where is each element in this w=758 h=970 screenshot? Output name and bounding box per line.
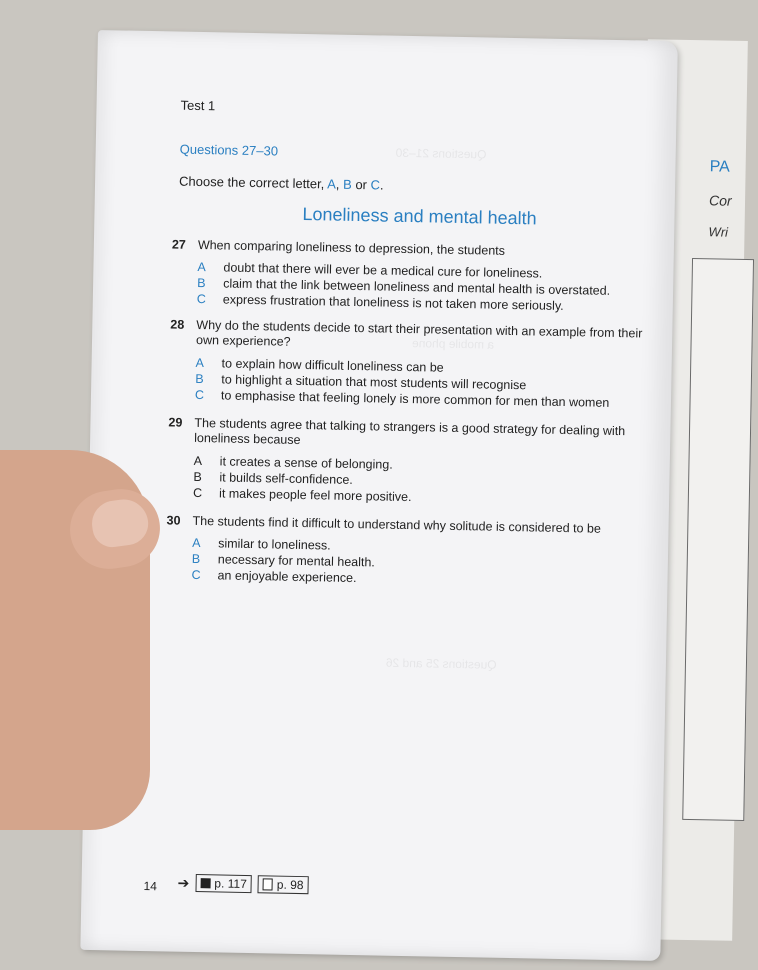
instruction-letter-a: A [327,176,337,192]
back-page-line-fragment: Cor [708,192,732,209]
option-text: to emphasise that feeling lonely is more common for men than women [220,388,610,410]
instruction-text: Choose the correct letter, [178,173,328,192]
option-b [192,552,375,570]
instruction-letter-c: C [370,177,381,193]
question-text: Why do the students decide to start their presentation with an example from their own experience? [195,317,643,349]
option-c [191,568,356,585]
option-letter: A [197,259,206,275]
instruction-letter-b: B [342,176,352,192]
option-text: doubt that there will ever be a medical cure for loneliness. [223,260,543,281]
script-reference [258,875,309,894]
option-letter: B [191,551,201,567]
book-page [80,30,678,961]
option-letter: B [197,275,206,291]
question-27 [171,237,672,313]
page-number: 14 [143,879,158,894]
option-letter: C [191,567,201,583]
option-text: to highlight a situation that most students will recognise [221,372,527,393]
question-number: 28 [170,317,185,332]
arrow-right-icon: ➔ [177,874,190,891]
option-text: express frustration that loneliness is not taken more seriously. [222,292,564,313]
option-a [194,454,393,472]
option-text: to explain how difficult loneliness can be [221,356,444,375]
option-a [192,536,331,553]
option-letter: B [195,371,204,387]
back-page-heading-fragment: PA [709,158,730,176]
option-text: an enjoyable experience. [217,568,357,586]
play-icon [200,878,210,888]
script-reference-page: p. 98 [276,877,304,893]
question-number: 27 [171,237,186,252]
question-29 [168,415,669,505]
option-letter: C [192,485,203,501]
option-b [193,470,353,487]
option-c [195,388,610,410]
test-label: Test 1 [180,97,216,114]
question-text: The students find it difficult to understand why solitude is considered to be [192,513,601,536]
audio-reference [195,874,252,893]
option-c [193,486,412,504]
footer-references [177,874,308,895]
option-text: claim that the link between loneliness and mental health is overstated. [223,276,611,298]
show-through-text: Questions 21–30 [395,145,487,162]
instruction-comma: , [335,176,344,192]
question-text: When comparing loneliness to depression, the students [197,237,506,258]
back-page-line-fragment-2: Wri [708,224,729,240]
back-page-box [682,258,754,821]
instruction-period: . [379,177,384,193]
option-text: necessary for mental health. [217,552,375,570]
option-letter: C [196,291,207,307]
show-through-text: Questions 25 and 26 [385,655,497,672]
instruction-or: or [351,176,371,193]
document-icon [263,878,273,890]
show-through-text: a mobile phone [411,336,495,352]
question-30 [166,513,667,586]
section-title: Loneliness and mental health [302,203,537,229]
audio-reference-page: p. 117 [214,876,247,892]
option-letter: B [193,469,202,485]
option-letter: A [192,535,201,551]
option-text: similar to loneliness. [218,536,331,553]
option-text: it makes people feel more positive. [218,486,412,505]
instruction [179,174,384,193]
question-number: 30 [166,513,181,528]
questions-range: Questions 27–30 [179,141,279,159]
option-text: it creates a sense of belonging. [219,454,393,472]
question-text: The students agree that talking to strangers is a good strategy for dealing with loneliness because [194,415,626,447]
option-letter: C [194,387,205,403]
question-number: 29 [168,415,183,430]
option-letter: A [195,355,205,371]
option-text: it builds self-confidence. [219,470,353,487]
option-letter: A [193,453,203,469]
